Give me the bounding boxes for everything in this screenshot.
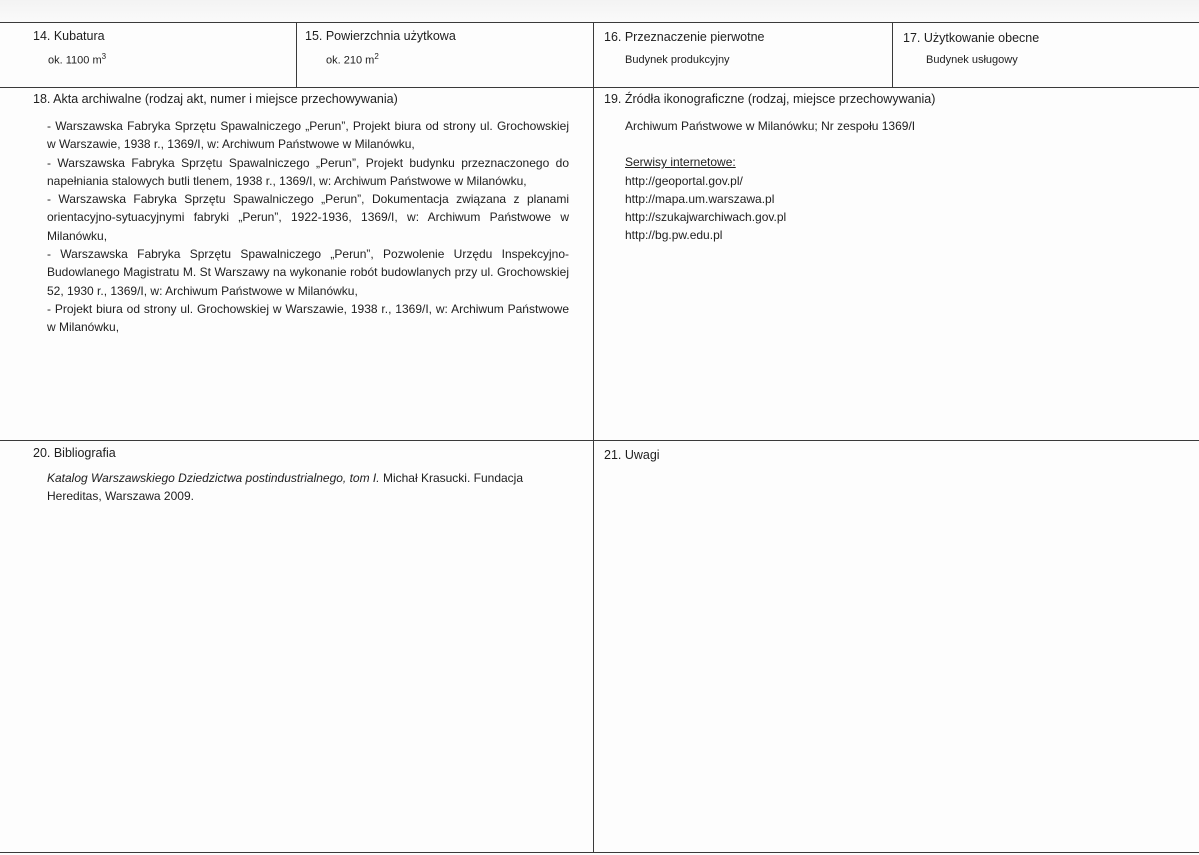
divider-16-17 — [892, 22, 893, 88]
bibliografia-entry — [47, 469, 562, 506]
page-top-edge — [0, 0, 1199, 22]
akta-item: - Warszawska Fabryka Sprzętu Spawalniczego „Perun”, Projekt budynku przeznaczonego do napełniania stalowych butli tlenem, 1938 r., 1369/I, w: Archiwum Państwowe w Milanówku, — [47, 155, 569, 188]
powierzchnia-label: 15. Powierzchnia użytkowa — [305, 29, 456, 43]
center-divider — [593, 22, 594, 853]
row2-divider — [0, 440, 1199, 441]
akta-label: 18. Akta archiwalne (rodzaj akt, numer i miejsce przechowywania) — [33, 92, 398, 106]
kubatura-label: 14. Kubatura — [33, 29, 105, 43]
zrodla-content — [625, 117, 915, 245]
akta-item: - Warszawska Fabryka Sprzętu Spawalniczego „Perun”, Dokumentacja związana z planami orientacyjno-sytuacyjnymi fabryki „Perun”, 1922-1936, 1369/I, w: Archiwum Państwowe w Milanówku, — [47, 192, 569, 243]
przeznaczenie-value: Budynek produkcyjny — [625, 54, 730, 66]
przeznaczenie-label: 16. Przeznaczenie pierwotne — [604, 30, 765, 44]
web-heading: Serwisy internetowe: — [625, 155, 736, 170]
bibliografia-rest: Michał Krasucki. Fundacja Hereditas, Warszawa 2009. — [47, 471, 523, 504]
bibliografia-title: Katalog Warszawskiego Dziedzictwa postindustrialnego, tom I. — [47, 471, 380, 485]
bottom-border — [0, 852, 1199, 853]
uzytkowanie-value: Budynek usługowy — [926, 54, 1018, 66]
uzytkowanie-label: 17. Użytkowanie obecne — [903, 31, 1040, 45]
akta-item: - Warszawska Fabryka Sprzętu Spawalniczego „Perun”, Projekt biura od strony ul. Grochowskiej w Warszawie, 1938 r., 1369/I, w: Archiwum Państwowe w Milanówku, — [47, 119, 569, 152]
zrodla-label: 19. Źródła ikonograficzne (rodzaj, miejsce przechowywania) — [604, 92, 936, 106]
top-border — [0, 22, 1199, 23]
akta-item: - Projekt biura od strony ul. Grochowskiej w Warszawie, 1938 r., 1369/I, w: Archiwum Państwowe w Milanówku, — [47, 301, 569, 335]
bibliografia-label: 20. Bibliografia — [33, 446, 116, 460]
web-link[interactable]: http://geoportal.gov.pl/ — [625, 173, 743, 188]
row1-divider — [0, 87, 1199, 88]
akta-list — [47, 117, 569, 337]
zrodla-archive: Archiwum Państwowe w Milanówku; Nr zespołu 1369/I — [625, 119, 916, 133]
web-link[interactable]: http://szukajwarchiwach.gov.pl — [625, 210, 787, 225]
divider-14-15 — [296, 22, 297, 88]
powierzchnia-value: ok. 210 $m^2$ — [326, 52, 379, 67]
akta-item: - Warszawska Fabryka Sprzętu Spawalniczego „Perun”, Pozwolenie Urzędu Inspekcyjno-Budowlanego Magistratu M. St Warszawy na wykonanie robót budowlanych przy ul. Grochowskiej 52, 1930 r., 1369/I, w: Archiwum Państwowe w Milanówku, — [47, 247, 569, 298]
web-link[interactable]: http://bg.pw.edu.pl — [625, 228, 723, 243]
web-link[interactable]: http://mapa.um.warszawa.pl — [625, 191, 775, 206]
uwagi-label: 21. Uwagi — [604, 448, 660, 462]
kubatura-value: ok. 1100 $m^3$ — [48, 52, 107, 67]
